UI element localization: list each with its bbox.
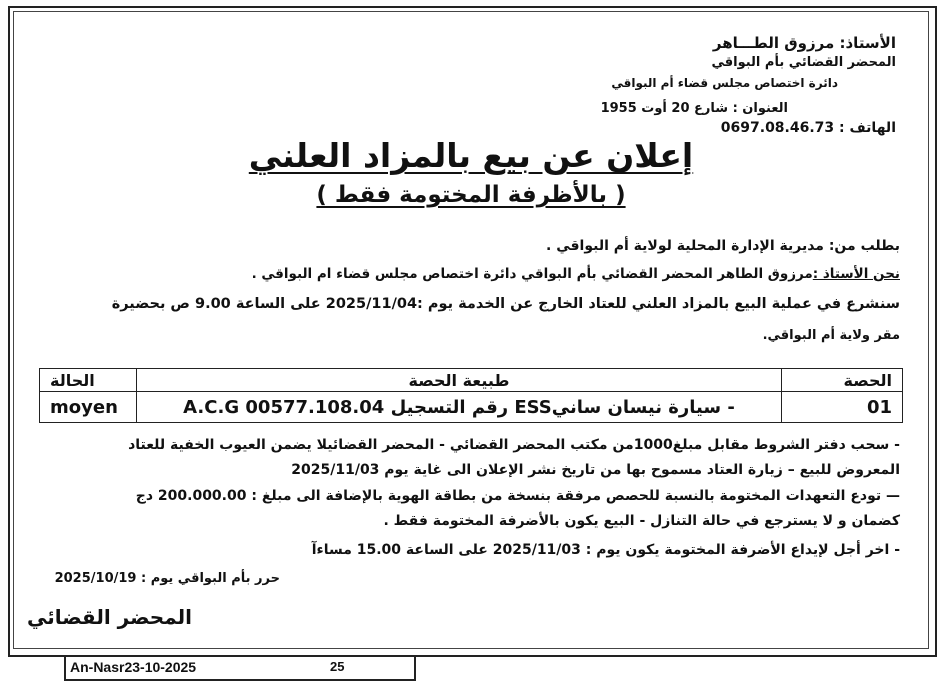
table-header-row — [40, 369, 903, 392]
note-line: - اخر أجل لإيداع الأضرفة المختومة يكون يوم : 2025/11/03 على الساعة 15.00 مساءآ — [311, 542, 900, 558]
note-line: المعروض للبيع – زيارة العتاد مسموح بها من تاريخ نشر الإعلان الى غاية يوم 2025/11/03 — [291, 462, 900, 478]
newspaper-name: An-Nasr23-10-2025 — [70, 659, 197, 675]
sale-line: سنشرع في عملية البيع بالمزاد العلني للعتاد الخارج عن الخدمة يوم :2025/11/04 على الساعة 9.00 ص بحضيرة — [111, 296, 900, 312]
header-nature: طبيعة الحصة — [137, 369, 782, 392]
cell-state: moyen — [40, 392, 137, 423]
cell-lot: 01 — [782, 392, 903, 423]
note-line: - سحب دفتر الشروط مقابل مبلغ1000من مكتب المحضر القضائي - المحضر القضائيلا يضمن العيوب الخفية للعتاد — [128, 437, 900, 453]
lots-table — [39, 368, 903, 423]
bailiff-label: نحن الأستاذ : — [812, 266, 900, 282]
note-line: — تودع التعهدات المختومة بالنسبة للحصص مرفقة بنسخة من بطاقة الهوية بالإضافة الى مبلغ : 200.000.00 دج — [135, 488, 900, 504]
phone: الهاتف : 0697.08.46.73 — [720, 120, 896, 136]
header-state: الحالة — [40, 369, 137, 392]
bailiff-text: مرزوق الطاهر المحضر القضائي بأم البواقي دائرة اختصاص مجلس قضاء ام البواقي . — [251, 266, 813, 282]
cell-nature: - سيارة نيسان سانيESS رقم التسجيل 00577.108.04 A.C.G — [137, 392, 782, 423]
note-line: كضمان و لا يسترجع في حالة التنازل - البيع يكون بالأضرفة المختومة فقط . — [383, 513, 900, 529]
request-line: بطلب من: مديرية الإدارة المحلية لولاية أم البواقي . — [546, 238, 900, 254]
lawyer-role: المحضر القضائي بأم البواقي — [711, 55, 896, 70]
bailiff-line — [252, 266, 900, 282]
page-number: 25 — [330, 659, 345, 674]
jurisdiction: دائرة اختصاص مجلس قضاء أم البواقي — [611, 76, 838, 90]
header-lot: الحصة — [782, 369, 903, 392]
table-row — [40, 392, 903, 423]
notice-title: إعلان عن بيع بالمزاد العلني — [248, 136, 694, 175]
notice-subtitle: ( بالأظرفة المختومة فقط ) — [316, 182, 626, 208]
lawyer-name: الأستاذ: مرزوق الطـــاهر — [712, 34, 896, 52]
signature: المحضر القضائي — [26, 605, 192, 629]
issue-date: حرر بأم البواقي يوم : 2025/10/19 — [54, 571, 280, 586]
address: العنوان : شارع 20 أوت 1955 — [600, 101, 788, 116]
sale-place: مقر ولاية أم البواقي. — [762, 328, 900, 343]
newspaper-footer — [64, 655, 416, 681]
